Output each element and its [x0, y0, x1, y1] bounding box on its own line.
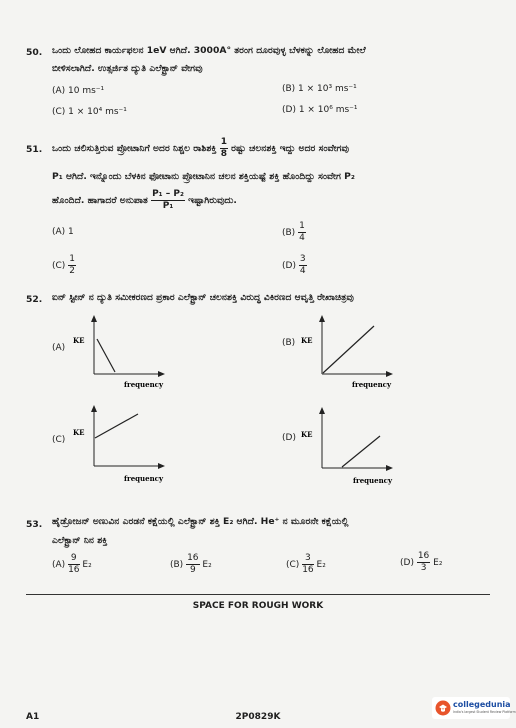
question-51-ratio: $\frac{\text{P₁ – P₂}}{\text{P₁}}$ — [152, 189, 184, 211]
question-50-option-c: (C) 1 × 10⁴ ms⁻¹ — [52, 107, 127, 117]
question-51-option-c: (C) $\frac{1}{2}$ — [52, 254, 75, 276]
graph-d-curve — [342, 436, 380, 467]
question-53-option-a: (A) $\frac{9}{16}$ E₂ — [52, 553, 92, 575]
question-52-text-line1: ಐನ್ ಸ್ಟೀನ್ ನ ದ್ಯುತಿ ಸಮೀಕರಣದ ಪ್ರಕಾರ ಎಲೆಕ್ಟ್ರಾನ್ ಚಲನಶಕ್ತಿ ವಿರುದ್ಧ ವಿಕಿರಣದ ಆವೃತ್ತಿ ರೇಖಾಚಿತ್ರವು — [52, 292, 354, 303]
question-51-option-d: (D) $\frac{3}{4}$ — [282, 254, 306, 276]
question-51-option-a: (A) 1 — [52, 227, 74, 237]
question-53-text-line2: ಎಲೆಕ್ಟ್ರಾನ್ ನಿನ ಶಕ್ತಿ — [52, 535, 108, 546]
question-52-number: 52. — [26, 294, 43, 305]
graph-c-x-arrow — [158, 463, 165, 469]
graph-d-x-arrow — [386, 465, 393, 471]
graph-d-y-label: KE — [301, 430, 313, 439]
question-51-fraction: $\frac{1}{8}$ — [220, 137, 227, 159]
graph-a-curve — [97, 339, 115, 372]
graph-a-x-arrow — [158, 371, 165, 377]
rough-work-heading: SPACE FOR ROUGH WORK — [192, 601, 324, 611]
logo-icon — [435, 700, 451, 716]
graph-a — [70, 312, 180, 394]
question-51-text-line1: ಒಂದು ಚಲಿಸುತ್ತಿರುವ ಪ್ರೋಟಾನಿಗೆ ಅದರ ನಿಶ್ಚಲ ರಾಶಿಶಕ್ತಿ $\frac{1}{8}$ ರಷ್ಟು ಚಲನಶಕ್ತಿ ಇದ್ದು ಅದರ ಸಂವೇಗವು — [52, 137, 349, 159]
graph-a-y-arrow — [91, 315, 97, 322]
question-51-option-b: (B) $\frac{1}{4}$ — [282, 221, 305, 243]
logo-tagline: India's largest Student Review Platform — [453, 710, 516, 714]
question-50-text-line2: ಬೀಳಿಸಲಾಗಿದೆ. ಉತ್ಸರ್ಜಿತ ದ್ಯುತಿ ಎಲೆಕ್ಟ್ರಾನ್ ವೇಗವು — [52, 63, 203, 74]
graph-d — [298, 402, 408, 488]
question-50-option-a: (A) 10 ms⁻¹ — [52, 86, 105, 96]
question-50-option-b: (B) 1 × 10³ ms⁻¹ — [282, 84, 357, 94]
rough-work-divider — [26, 594, 490, 595]
graph-a-label: (A) — [52, 343, 66, 353]
collegedunia-logo — [432, 697, 516, 719]
logo-brand: collegedunia — [453, 700, 511, 709]
question-53-number: 53. — [26, 519, 43, 530]
graph-b-label: (B) — [282, 338, 296, 348]
question-53-option-c: (C) $\frac{3}{16}$ E₂ — [286, 553, 326, 575]
graph-b-x-label: frequency — [352, 380, 392, 389]
graph-c-curve — [95, 414, 138, 438]
graph-a-x-label: frequency — [124, 380, 164, 389]
graph-a-y-label: KE — [73, 336, 85, 345]
question-51-text-line3: ಹೊಂದಿದೆ. ಹಾಗಾದರೆ ಅನುಪಾತ $\frac{\text{P₁ – P₂}}{\text{P₁}}$ ಇಷ್ಟಾಗಿರುವುದು. — [52, 189, 237, 211]
question-51-number: 51. — [26, 144, 43, 155]
graph-b-x-arrow — [386, 371, 393, 377]
question-50-number: 50. — [26, 47, 43, 58]
page-footer-left: A1 — [26, 712, 40, 722]
question-53-option-d: (D) $\frac{16}{3}$ E₂ — [400, 551, 443, 573]
graph-b-y-label: KE — [301, 336, 313, 345]
graph-d-x-label: frequency — [353, 476, 393, 485]
graph-b-y-arrow — [319, 315, 325, 322]
graph-c-y-arrow — [91, 405, 97, 412]
graph-b-curve — [323, 326, 374, 373]
question-53-option-b: (B) $\frac{16}{9}$ E₂ — [170, 553, 212, 575]
graph-c — [70, 402, 180, 486]
page-footer-code: 2P0829K — [235, 712, 281, 722]
graph-c-y-label: KE — [73, 428, 85, 437]
question-51-text-line2: P₁ ಆಗಿದೆ. ಇನ್ನೊಂದು ಬೆಳಕಿನ ಫೋಟಾನು ಪ್ರೋಟಾನಿನ ಚಲನ ಶಕ್ತಿಯಷ್ಟೆ ಶಕ್ತಿ ಹೊಂದಿದ್ದು ಸಂವೇಗ P₂ — [52, 171, 355, 182]
graph-c-label: (C) — [52, 435, 66, 445]
graph-d-label: (D) — [282, 433, 296, 443]
graph-c-x-label: frequency — [124, 474, 164, 483]
graph-d-y-arrow — [319, 407, 325, 414]
graph-b — [298, 312, 408, 394]
question-50-text-line1: ಒಂದು ಲೋಹದ ಕಾರ್ಯಫಲನ 1eV ಆಗಿದೆ. 3000A° ತರಂಗ ದೂರವುಳ್ಳ ಬೆಳಕನ್ನು ಲೋಹದ ಮೇಲೆ — [52, 45, 366, 56]
question-53-text-line1: ಹೈಡ್ರೋಜನ್ ಅಣುವಿನ ಎರಡನೆ ಕಕ್ಷೆಯಲ್ಲಿ ಎಲೆಕ್ಟ್ರಾನ್ ಶಕ್ತಿ E₂ ಆಗಿದೆ. He⁺ ನ ಮೂರನೇ ಕಕ್ಷೆಯಲ್ಲಿ — [52, 516, 349, 527]
question-50-option-d: (D) 1 × 10⁶ ms⁻¹ — [282, 105, 358, 115]
